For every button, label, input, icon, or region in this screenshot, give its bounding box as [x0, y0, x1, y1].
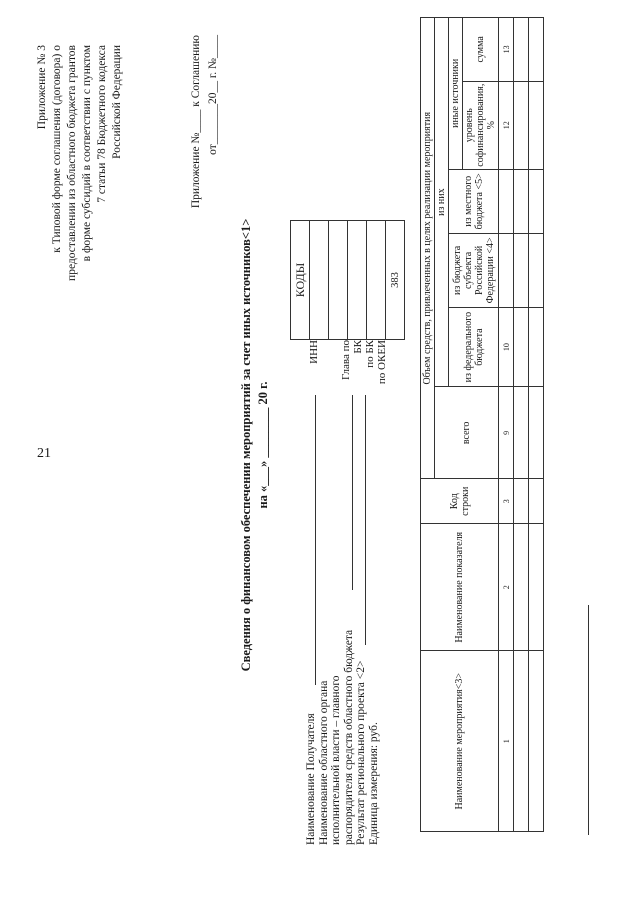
- code-label-bk: БК: [352, 340, 364, 354]
- code-label-okei: по ОКЕИ: [376, 340, 388, 385]
- cell[interactable]: [514, 307, 529, 386]
- colnum-empty-2: [499, 169, 514, 233]
- cell[interactable]: [529, 169, 544, 233]
- agreement-line-1: Приложение №____ к Соглашению: [190, 35, 202, 209]
- colnum-1: 1: [499, 651, 514, 832]
- colnum-2: 2: [499, 524, 514, 651]
- field-label: Наименование Получателя: [305, 713, 317, 845]
- col-indicator: Наименование показателя: [421, 524, 499, 651]
- cell[interactable]: [529, 524, 544, 651]
- table-row: [514, 18, 529, 832]
- col-cofin-level: уровень софинансирования, %: [463, 81, 499, 169]
- cell[interactable]: [514, 169, 529, 233]
- table-row: [529, 18, 544, 832]
- form-title-line-2: на «___» ________ 20 г.: [256, 381, 270, 509]
- cell[interactable]: [529, 387, 544, 479]
- code-cell-chapter[interactable]: [348, 221, 367, 340]
- field-label: исполнительной власти – главного: [330, 675, 342, 845]
- appendix-line: в форме субсидий в соответствии с пунктом: [81, 45, 93, 262]
- col-volume: Объем средств, привлеченных в целях реализации мероприятия: [421, 18, 435, 480]
- field-label: распорядителя средств областного бюджета: [342, 629, 355, 845]
- fill-line[interactable]: [352, 395, 353, 590]
- cell[interactable]: [529, 651, 544, 832]
- field-project-result: [355, 395, 368, 845]
- cell[interactable]: [514, 524, 529, 651]
- codes-labels: [308, 340, 388, 390]
- appendix-line: Российской Федерации: [111, 45, 123, 159]
- cell[interactable]: [529, 81, 544, 169]
- cell[interactable]: [514, 651, 529, 832]
- colnum-10: 10: [499, 307, 514, 386]
- codes-header: КОДЫ: [291, 221, 310, 340]
- code-cell-okei: 383: [386, 221, 405, 340]
- cell[interactable]: [514, 479, 529, 524]
- code-label-inn: ИНН: [308, 340, 320, 364]
- field-label: Наименование областного органа: [317, 680, 330, 845]
- cell[interactable]: [529, 233, 544, 307]
- form-fields: [305, 395, 380, 845]
- code-cell-bk[interactable]: [367, 221, 386, 340]
- activities-table: [420, 17, 544, 832]
- colnum-empty-1: [499, 233, 514, 307]
- footnote-separator: [588, 605, 589, 835]
- appendix-line: к Типовой форме соглашения (договора) о: [51, 45, 63, 253]
- fill-line[interactable]: [315, 395, 316, 685]
- code-label-chapter: Глава по: [340, 340, 352, 380]
- col-of-them: из них: [435, 18, 449, 387]
- code-cell-inn[interactable]: [310, 221, 329, 340]
- field-authority-cont2: [343, 395, 356, 845]
- cell[interactable]: [514, 18, 529, 82]
- field-label: Результат регионального проекта <2>: [355, 660, 367, 845]
- field-authority: [318, 395, 331, 845]
- cell[interactable]: [514, 81, 529, 169]
- code-label-by-bk: по БК: [364, 340, 376, 368]
- col-sum: сумма: [463, 18, 499, 82]
- cell[interactable]: [514, 233, 529, 307]
- codes-box: [290, 220, 405, 340]
- cell[interactable]: [514, 387, 529, 479]
- colnum-3: 3: [499, 479, 514, 524]
- agreement-reference: [188, 35, 222, 215]
- appendix-line: 7 статьи 78 Бюджетного кодекса: [96, 45, 108, 203]
- table-row-column-numbers: [499, 18, 514, 832]
- cell[interactable]: [529, 479, 544, 524]
- col-other: иные источники: [449, 18, 463, 170]
- field-unit: [368, 395, 381, 845]
- appendix-header: [35, 45, 125, 290]
- colnum-12: 12: [499, 81, 514, 169]
- col-federal: из федерального бюджета: [449, 307, 499, 386]
- agreement-line-2: от_______20__ г. №____: [207, 35, 219, 155]
- page-number: 21: [37, 446, 51, 461]
- col-total: всего: [435, 387, 499, 479]
- col-activity: Наименование мероприятия<3>: [421, 651, 499, 832]
- col-regional: из бюджета субъекта Российской Федерации <4>: [449, 233, 499, 307]
- cell[interactable]: [529, 18, 544, 82]
- field-authority-cont: [330, 395, 343, 845]
- appendix-line: предоставлении из областного бюджета грантов: [66, 45, 78, 281]
- fill-line[interactable]: [365, 395, 366, 645]
- form-title-line-1: Сведения о финансовом обеспечении мероприятий за счет иных источников<1>: [239, 218, 253, 672]
- appendix-line: Приложение № 3: [36, 45, 48, 130]
- field-label: Единица измерения: руб.: [367, 722, 380, 845]
- col-local: из местного бюджета <5>: [449, 169, 499, 233]
- colnum-13: 13: [499, 18, 514, 82]
- cell[interactable]: [529, 307, 544, 386]
- colnum-9: 9: [499, 387, 514, 479]
- field-recipient: [305, 395, 318, 845]
- form-title: [238, 165, 272, 725]
- col-row-code: Код строки: [421, 479, 499, 524]
- code-cell-empty[interactable]: [329, 221, 348, 340]
